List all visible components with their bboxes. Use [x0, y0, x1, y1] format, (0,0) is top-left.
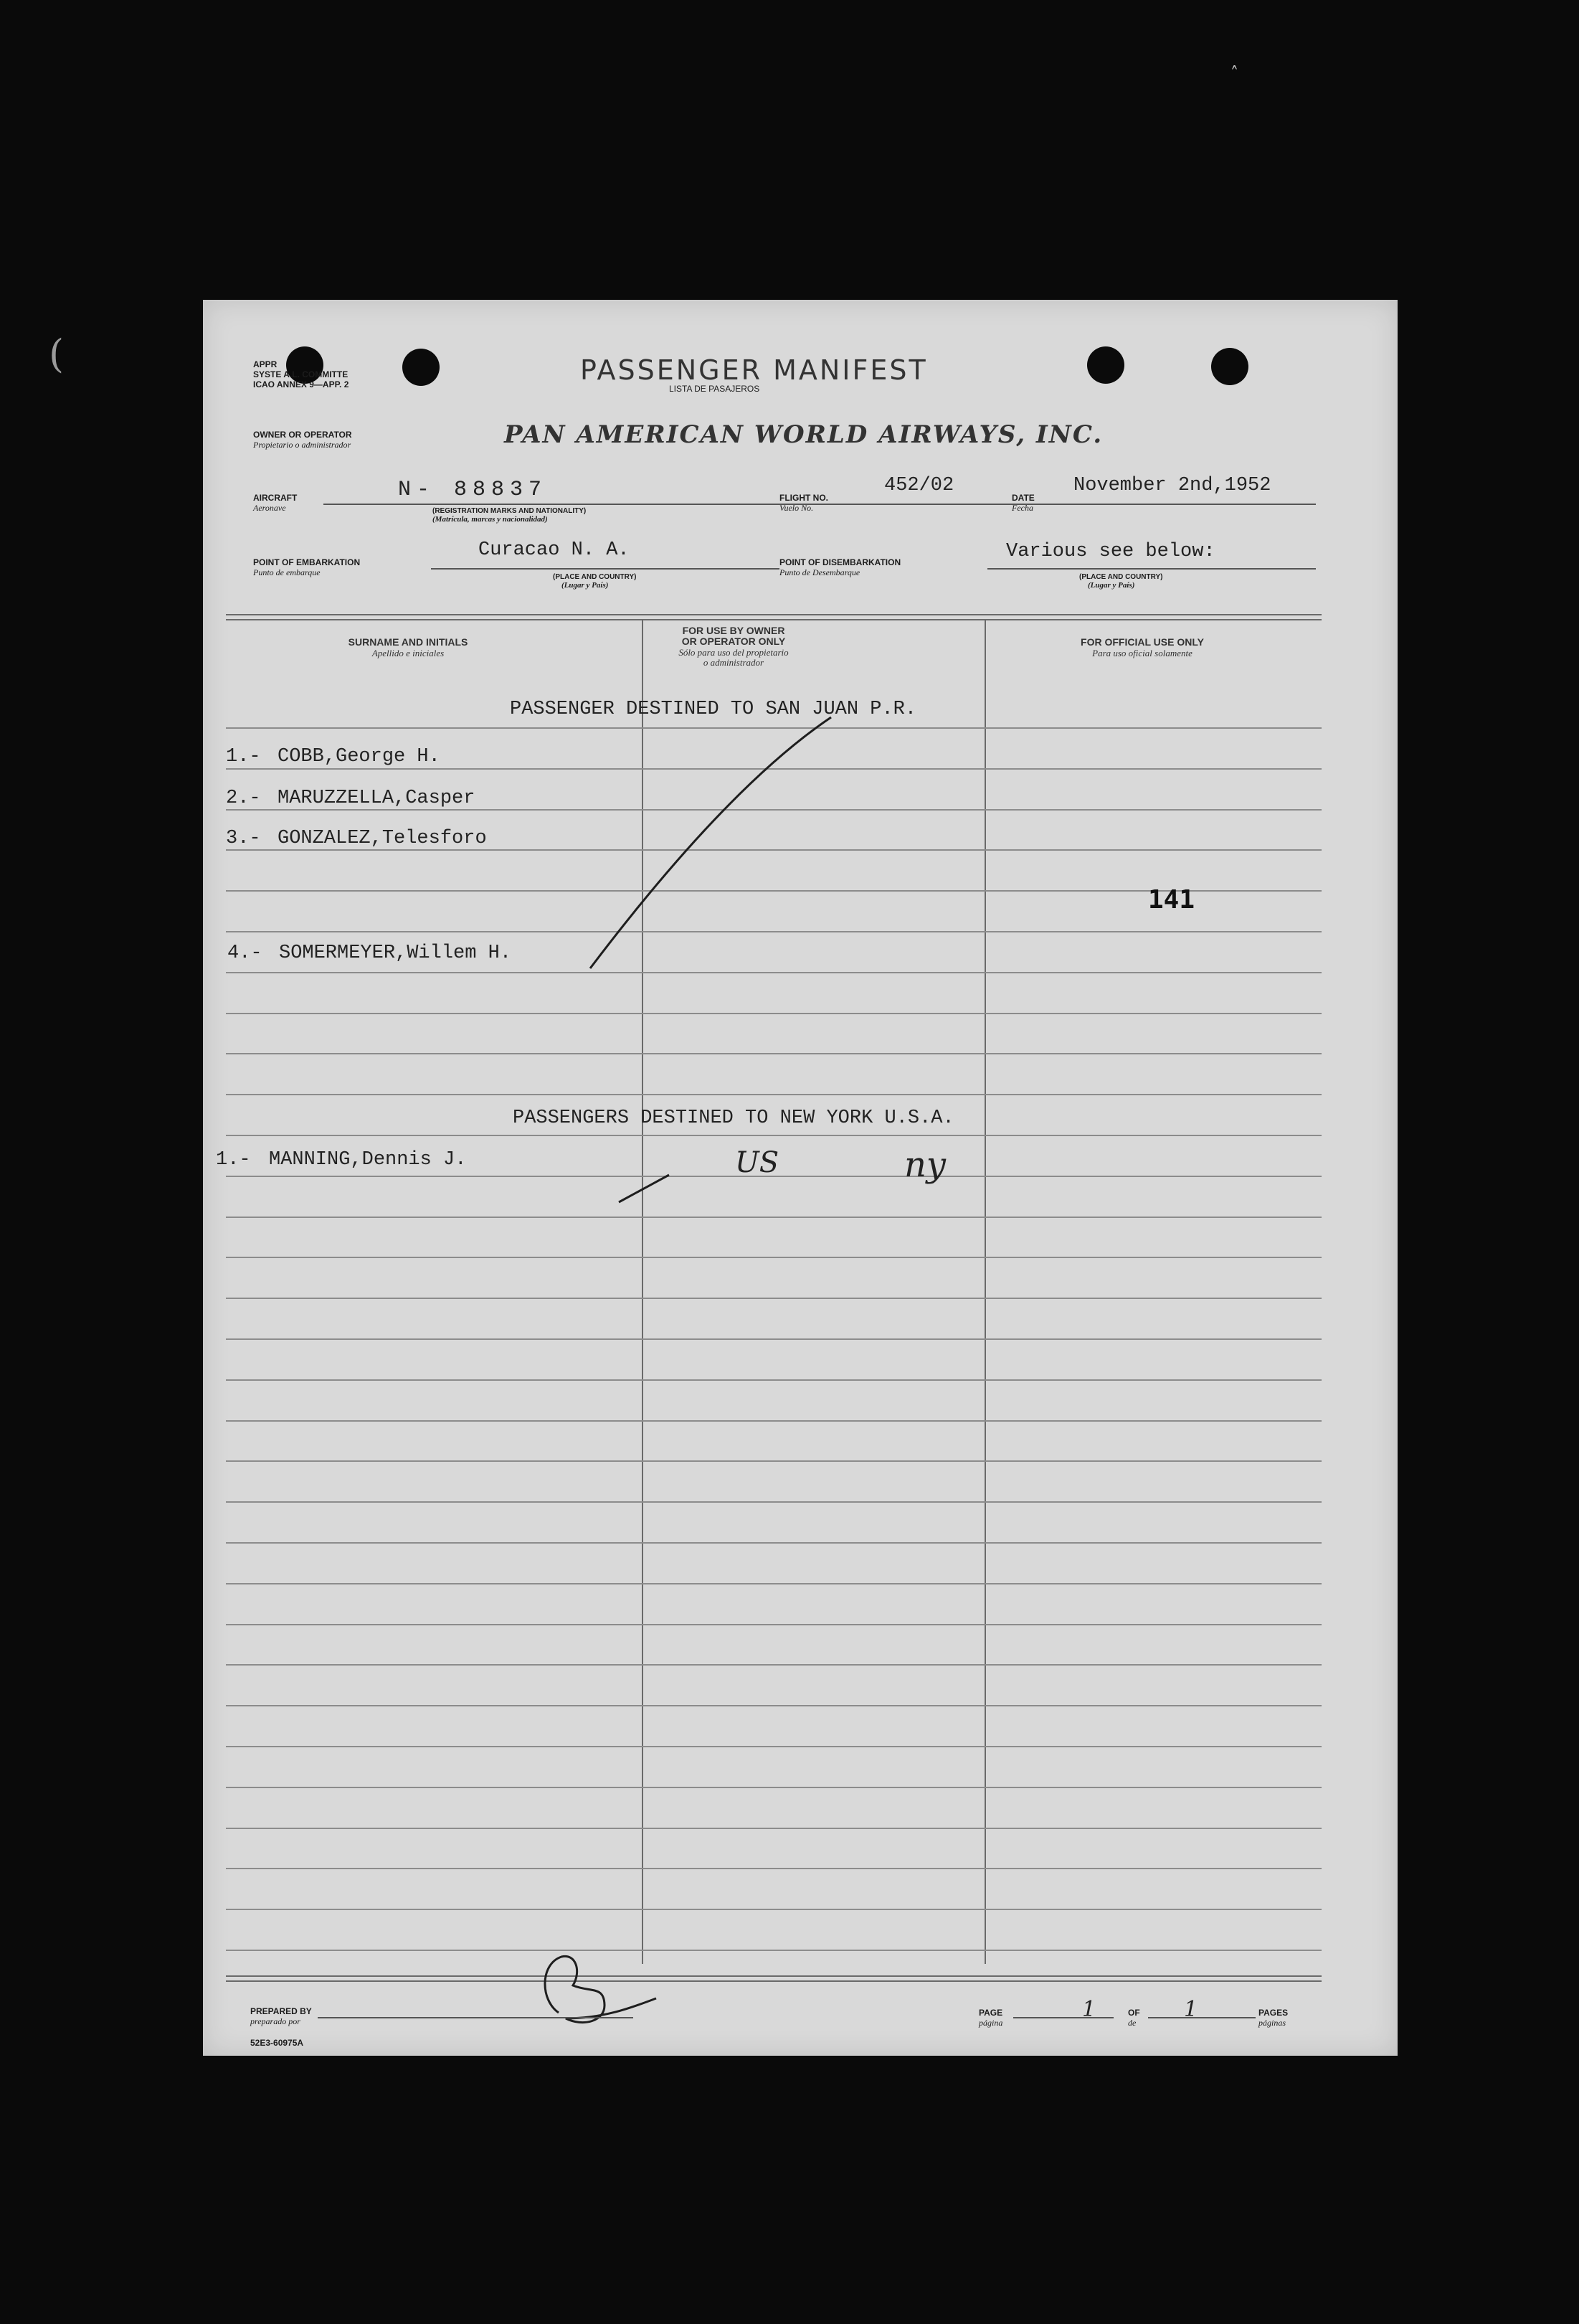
aircraft-label: AIRCRAFT — [253, 493, 298, 503]
passenger-name: COBB,George H. — [278, 746, 440, 767]
diagonal-check-stroke — [590, 717, 831, 968]
page-underline — [1013, 2017, 1114, 2018]
embarkation-value: Curacao N. A. — [478, 539, 630, 561]
stamp-number: 141 — [1148, 885, 1195, 915]
passenger-number: 3.- — [226, 828, 261, 849]
prepared-by-label-es: preparado por — [250, 2016, 300, 2026]
date-value: November 2nd,1952 — [1073, 475, 1271, 496]
column-header-owner-2: OR OPERATOR ONLY — [681, 636, 786, 647]
of-value: 1 — [1184, 1997, 1198, 2022]
passenger-name: MANNING,Dennis J. — [269, 1149, 467, 1171]
manifest-sheet — [203, 300, 1398, 2056]
passenger-number: 1.- — [226, 746, 261, 767]
embarkation-label-es: Punto de embarque — [253, 567, 321, 577]
disembarkation-caption: (PLACE AND COUNTRY) — [1079, 573, 1163, 581]
page-label-es: página — [979, 2018, 1003, 2028]
owner-label-es: Propietario o administrador — [253, 440, 351, 450]
form-number: 52E3-60975A — [250, 2038, 304, 2048]
disembarkation-label: POINT OF DISEMBARKATION — [779, 557, 901, 567]
aircraft-label-es: Aeronave — [253, 503, 286, 513]
column-header-surname-es: Apellido e iniciales — [371, 648, 445, 658]
page-label: PAGE — [979, 2008, 1003, 2018]
prepared-by-underline — [318, 2017, 633, 2018]
passenger-number: 4.- — [227, 943, 262, 964]
column-header-official-es: Para uso oficial solamente — [1092, 648, 1192, 658]
dash-stroke — [619, 1175, 669, 1202]
column-header-owner-es: Sólo para uso del propietario — [678, 647, 789, 658]
owner-label: OWNER OR OPERATOR — [253, 430, 352, 440]
page-title-es: LISTA DE PASAJEROS — [669, 384, 760, 394]
handwriting-strokes — [203, 300, 1398, 2056]
flight-label: FLIGHT NO. — [779, 493, 828, 503]
scan-mark-top: ˄ — [1231, 65, 1238, 82]
scan-mark-left: ( — [49, 331, 65, 377]
embarkation-caption: (PLACE AND COUNTRY) — [553, 573, 637, 581]
pages-label-es: páginas — [1258, 2018, 1286, 2028]
aircraft-caption-es: (Matrícula, marcas y nacionalidad) — [432, 515, 548, 524]
embarkation-label: POINT OF EMBARKATION — [253, 557, 361, 567]
prepared-by-label: PREPARED BY — [250, 2006, 312, 2016]
passenger-name: GONZALEZ,Telesforo — [278, 828, 487, 849]
of-underline — [1148, 2017, 1256, 2018]
passenger-name: MARUZZELLA,Casper — [278, 788, 475, 809]
of-label-es: de — [1128, 2018, 1137, 2028]
page-value: 1 — [1082, 1997, 1096, 2022]
handwritten-us: US — [735, 1146, 779, 1179]
column-header-owner-es-2: o administrador — [703, 657, 764, 668]
disembarkation-label-es: Punto de Desembarque — [779, 567, 860, 577]
handwritten-ny: ny — [904, 1145, 947, 1185]
disembarkation-caption-es: (Lugar y País) — [1088, 581, 1135, 590]
date-label-es: Fecha — [1012, 503, 1033, 513]
column-header-official: FOR OFFICIAL USE ONLY — [1081, 636, 1204, 648]
aircraft-caption: (REGISTRATION MARKS AND NATIONALITY) — [432, 507, 587, 515]
flight-value: 452/02 — [884, 475, 954, 496]
approval-line: APPR — [253, 359, 278, 369]
airline-name: PAN AMERICAN WORLD AIRWAYS, INC. — [504, 420, 1104, 449]
of-label: OF — [1128, 2008, 1140, 2018]
date-label: DATE — [1012, 493, 1035, 503]
aircraft-value: N- 88837 — [398, 478, 548, 502]
passenger-number: 2.- — [226, 788, 261, 809]
approval-line: ICAO ANNEX 9—APP. 2 — [253, 379, 349, 389]
passenger-name: SOMERMEYER,Willem H. — [279, 943, 512, 964]
page-title: PASSENGER MANIFEST — [580, 354, 928, 386]
embarkation-caption-es: (Lugar y País) — [561, 581, 609, 590]
column-header-surname: SURNAME AND INITIALS — [348, 636, 468, 648]
passenger-number: 1.- — [216, 1149, 251, 1171]
approval-line: SYSTE A.L. COMMITTE — [253, 369, 348, 379]
column-header-owner: FOR USE BY OWNER — [682, 625, 785, 636]
group-heading: PASSENGERS DESTINED TO NEW YORK U.S.A. — [513, 1107, 954, 1129]
flight-label-es: Vuelo No. — [779, 503, 814, 513]
disembarkation-value: Various see below: — [1006, 541, 1215, 562]
pages-label: PAGES — [1258, 2008, 1289, 2018]
group-heading: PASSENGER DESTINED TO SAN JUAN P.R. — [510, 699, 917, 720]
